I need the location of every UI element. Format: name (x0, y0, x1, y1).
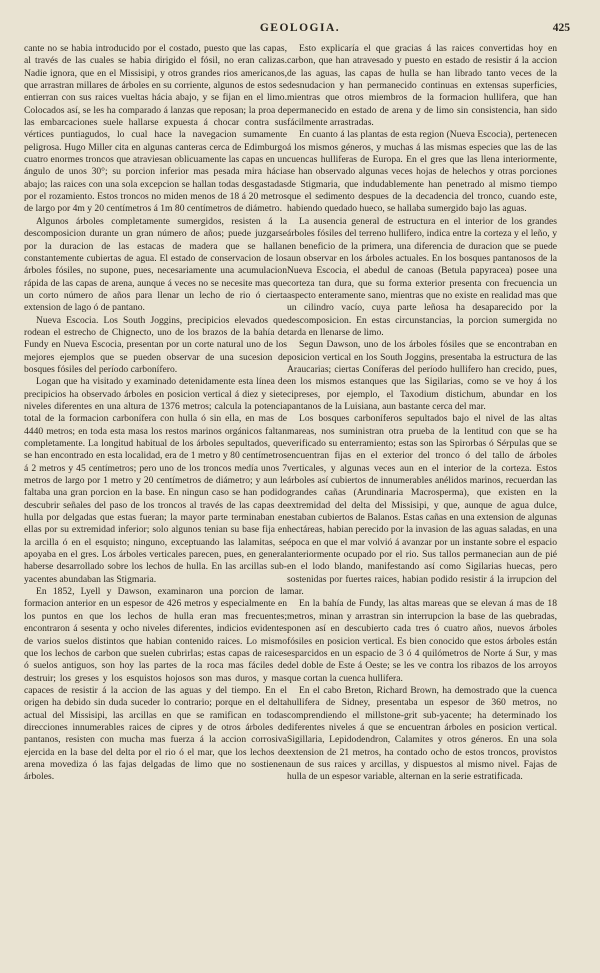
paragraph: Segun Dawson, uno de los árboles fósiles que se encontraban en posicion vertical en los South Joggins, presentaba la estructura de las Araucarias; ciertas Coníferas del período hullifero han crecido, pues, en los mismos estanques que las Sigilarias, como se ve hoy á los cipreses, por ejemplo, el Taxodium distichum, abundar en los pantanos de la Luisiana, aun bastante cerca del mar. (287, 339, 557, 412)
running-header (24, 22, 576, 42)
left-column (24, 43, 287, 943)
paragraph: Algunos árboles completamente sumergidos, resisten á la descomposicion durante un gran número de años; puede juzgarse por la duracion de las estacas de madera que se hallan constantemente cubiertas de agua. El estado de conservacion de los árboles fósiles, no supone, pues, necesariamente una acumulacion rápida de las capas de arena, aunque á veces no se necesite mas que un corto número de años para llenar un lecho de rio ó cierta extension de lago ó de pantano. (24, 215, 287, 314)
paragraph: Los bosques carboníferos sepultados bajo el nivel de las altas mareas, nos suministran otra prueba de la lentitud con que se ha verificado su enterramiento; estas son las Spirorbas ó Sérpulas que se encuentran fijas en el exterior del tronco ó del tallo de árboles verticales, y algunas veces aun en el interior de la corteza. Estos árboles así cubiertos de innumerables anélidos marinos, recuerdan las grandes cañas (Arundinaria Macrosperma), que existen en la extremidad del delta del Missisipi, y que, aunque de agua dulce, estaban cubiertos de Balanos. Estas cañas en una extension de algunas hectáreas, habian perecido por la invasion de las aguas saladas, en una época en que el mar volvió á avanzar por un instante sobre el espacio anteriormente ocupado por el rio. Sus tallos permanecian aun de pié en el lodo blando, manifestando así como Sigilarias huecas, pero sostenidas por fuertes raices, habian podido resistir á la irrupcion del mar. (287, 413, 557, 598)
paragraph: La ausencia general de estructura en el interior de los grandes árboles fósiles del terreno hullifero, indica entre la corteza y el leño, y en beneficio de la primera, una diferencia de duracion que se puede aun observar en los árboles actuales. En los bosques pantanosos de la Nueva Escocia, el abedul de canoas (Betula papyracea) posee una corteza tan dura, que su forma exterior presenta con frecuencia un aspecto enteramente sano, mientras que no existe en realidad mas que un cilindro vacío, cuya parte leñosa ha desaparecido por la descomposicion. En estas circunstancias, la porcion sumergida no tarda en llenarse de limo. (287, 215, 557, 338)
paragraph: En el cabo Breton, Richard Brown, ha demostrado que la cuenca hullifera de Sidney, presentaba un espesor de 360 metros, no comprendiendo el millstone-grit sub-yacente; ha determinado los diferentes niveles á que se encuentran árboles en posicion vertical. Sigillaria, Lepidodendron, Calamites y otros géneros. En una sola extension de 21 metros, ha contado ocho de estos troncos, provistos aun de sus raices y arcillas, y dispuestos al mismo nivel. Fajas de hulla de un espesor variable, alternan en la serie estratificada. (287, 684, 557, 783)
paragraph: Esto explicaría el que gracias á las raices convertidas hoy en carbon, que han atravesado y puesto en estado de resistir á la accion de las aguas, las capas de hulla se han librado tanto veces de la desnudacion y han permanecido continuas en extensas superficies, mientras que otros miembros de la formacion hullifera, que han permanecido en estado de arena y de limo sin consistencia, han sido fácilmente arrastradas. (287, 43, 557, 129)
paragraph: Nueva Escocia. Los South Joggins, precipicios elevados que rodean el estrecho de Chignecto, uno de los brazos de la bahía de Fundy en Nueva Escocia, presentan por un corte natural uno de los mejores ejemplos que se pueden observar de una sucesion de bosques fósiles del período carbonífero. (24, 314, 287, 375)
paragraph: Logan que ha visitado y examinado detenidamente esta línea de precipicios ha observado árboles en posicion vertical á diez y siete niveles diferentes en una altura de 1376 metros; calcula la potencia total de la formacion carbonífera con hulla ó sin ella, en mas de 4440 metros; en toda esta masa los restos marinos orgánicos faltan completamente. La longitud habitual de los árboles sepultados, que se han encontrado en esta localidad, era de 1 metro y 80 centímetros á 2 metros y 45 centímetros; pero uno de los troncos medía unos 7 metros de largo por 1 metro y 20 centímetros de diámetro; y aun le faltaba una gran porcion en la base. En ningun caso se han podido descubrir señales del paso de los troncos al través de las capas de hulla por delgadas que estas fueran; la mayor parte terminaban en ellas por su extremidad inferior; solo algunos tenian su base fija en la arcilla ó en el esquisto; ninguno, exceptuando las lalamitas, se apoyaba en el gres. Los árboles verticales parecen, pues, en general haberse desarrollado sobre los lechos de hulla. En las arcillas sub-yacentes abundaban las Stigmaria. (24, 376, 287, 585)
paragraph: En 1852, Lyell y Dawson, examinaron una porcion de la formacion anterior en un espesor de 426 metros y especialmente en los puntos en que los lechos de hulla eran mas frecuentes; encontraron á sesenta y ocho niveles diferentes, indicios evidentes de varios suelos distintos que habian contenido raices. Lo mismo que los lechos de carbon que suelen cubrirlas; estas capas de raices ó suelos antiguos, son hoy las partes de la roca mas fáciles de destruir; los greses y los esquistos hojosos son mas duros, y mas capaces de resistir á la accion de las aguas y del tiempo. En el origen ha debido sin duda suceder lo contrario; porque en el delta actual del Missisipi, las arcillas en que se ramifican en todas direcciones innumerables raices de cipres y de otros árboles de pantanos, resisten con mucha mas fuerza á la accion corrosiva ejercida en la base del delta por el rio ó el mar, que los lechos de arena movediza ó las fajas delgadas de limo que no sostienen árboles. (24, 586, 287, 783)
paragraph: En la bahía de Fundy, las altas mareas que se elevan á mas de 18 metros, minan y arrastran sin interrupcion la base de las quebradas, ponen así en descubierto cada tres ó cuatro años, nuevos árboles fósiles en posicion vertical. Es bien conocido que estos árboles están esparcidos en un espacio de 3 ó 4 quilómetros de Norte á Sur, y mas del doble de Este á Oeste; se les ve contra los ribazos de los arroyos que cortan la cuenca hullifera. (287, 598, 557, 684)
page-number: 425 (552, 22, 570, 34)
paragraph: En cuanto á las plantas de esta region (Nueva Escocia), pertenecen á los mismos géneros, y muchas á las mismas especies que las de las cuencas hulliferas de Europa. En el gres que las llena interiormente, se han observado algunas veces hojas de helechos y otras porciones de Stigmaria, que indudablemente han penetrado al mismo tiempo que el sedimento despues de la decadencia del tronco, cuando este, habiendo quedado hueco, se hallaba sumergido bajo las aguas. (287, 129, 557, 215)
right-column (287, 43, 557, 943)
paragraph: cante no se habia introducido por el costado, puesto que las capas, al través de las cuales se habia dirigido el fósil, no eran calizas. Nadie ignora, que en el Missisipi, y otros grandes rios americanos, que arrastran millares de árboles en su corriente, algunos de estos se entierran con sus raices vueltas hácia abajo, y se fijan en el limo. Colocados así, se les ha comparado á lanzas que reposan; la proa de las embarcaciones suele hallarse expuesta á chocar contra sus vértices puntiagudos, lo cual hace la navegacion sumamente peligrosa. Hugo Miller cita en algunas canteras cerca de Edimburgo cuatro enormes troncos que atraviesan oblicuamente las capas en un ángulo de unos 30°; su porcion inferior mas pesada mira hácia abajo; las raices con una sola excepcion se hallan todas desgastadas por el rozamiento. Estos troncos no miden menos de 18 á 20 metros de largo por 4m y 20 centímetros á 1m 80 centímetros de diámetro. (24, 43, 287, 215)
page-title: GEOLOGIA. (259, 22, 341, 34)
